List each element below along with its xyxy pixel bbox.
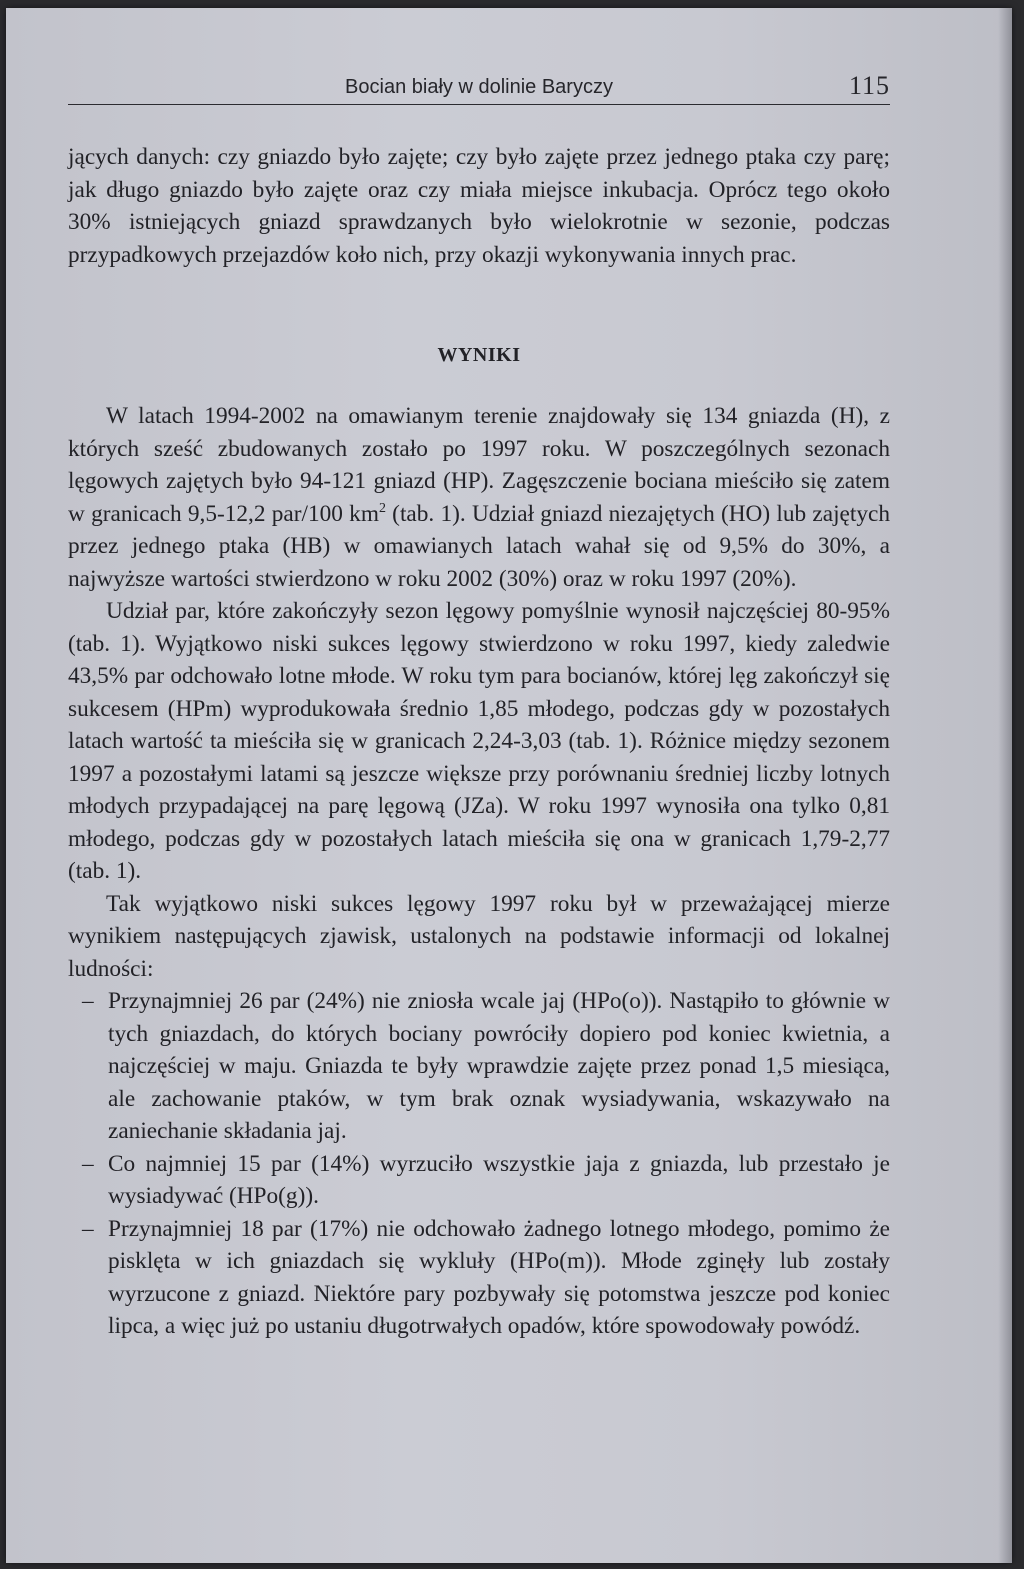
list-item bbox=[68, 1148, 890, 1213]
results-paragraph-1-text: W latach 1994-2002 na omawianym terenie znajdowały się 134 gniazda (H), z których sześć zbudowanych zostało po 1997 roku. W poszczególnych sezonach lęgowych zajętych było 94-121 gniazd (HP). Zagęszczenie bociana mieściło się zatem w granicach 9,5-12,2 par/100 km bbox=[68, 403, 890, 527]
intro-paragraph: jących danych: czy gniazdo było zajęte; czy było zajęte przez jednego ptaka czy parę; jak długo gniazdo było zajęte oraz czy miała miejsce inkubacja. Oprócz tego około 30% istniejących gniazd sprawdzanych było wielokrotnie w sezonie, podczas przypadkowych przejazdów koło nich, przy okazji wykonywania innych prac. bbox=[68, 144, 890, 268]
page-number: 115 bbox=[848, 71, 890, 100]
results-paragraph-1-text-cont: (tab. 1). Udział gniazd niezajętych (HO) lub zajętych przez jednego ptaka (HB) w omawianych latach wahał się od 9,5% do 30%, a najwyższe wartości stwierdzono w roku 2002 (30%) oraz w roku 1997 (20%). bbox=[68, 500, 891, 592]
list-item-text: Przynajmniej 26 par (24%) nie zniosła wcale jaj (HPo(o)). Nastąpiło to głównie w tych gniazdach, do których bociany powróciły dopiero pod koniec kwietnia, a najczęściej w maju. Gniazda te były wprawdzie zajęte przez ponad 1,5 miesiąca, ale zachowanie ptaków, w tym brak oznak wysiadywania, wskazywało na zaniechanie składania jaj. bbox=[108, 988, 890, 1144]
causes-list bbox=[68, 985, 890, 1343]
list-item-text: Co najmniej 15 par (14%) wyrzuciło wszystkie jaja z gniazda, lub przestało je wysiadywać (HPo(g)). bbox=[108, 1150, 890, 1209]
book-page bbox=[6, 8, 1012, 1563]
list-dash: – bbox=[82, 988, 94, 1014]
results-paragraph-2: Udział par, które zakończyły sezon lęgowy pomyślnie wynosił najczęściej 80-95% (tab. 1). Wyjątkowo niski sukces lęgowy stwierdzono w roku 1997, kiedy zaledwie 43,5% par odchowało lotne młode. W roku tym para bocianów, której lęg zakończył się sukcesem (HPm) wyprodukowała średnio 1,85 młodego, podczas gdy w pozostałych latach wartość ta mieściła się w granicach 2,24-3,03 (tab. 1). Różnice między sezonem 1997 a pozostałymi latami są jeszcze większe przy porównaniu średniej liczby lotnych młodych przypadającej na parę lęgową (JZa). W roku 1997 wynosiła ona tylko 0,81 młodego, podczas gdy w pozostałych latach mieściła się ona w granicach 1,79-2,77 (tab. 1). bbox=[68, 598, 890, 884]
list-item bbox=[68, 1213, 890, 1343]
running-head-title: Bocian biały w dolinie Baryczy bbox=[345, 76, 613, 98]
superscript-2: 2 bbox=[378, 500, 386, 516]
results-paragraph-1 bbox=[68, 400, 890, 595]
list-item-text: Przynajmniej 18 par (17%) nie odchowało żadnego lotnego młodego, pomimo że pisklęta w ich gniazdach się wykluły (HPo(m)). Młode zginęły lub zostały wyrzucone z gniazd. Niektóre pary pozbywały się potomstwa jeszcze pod koniec lipca, a więc już po ustaniu długotrwałych opadów, które spowodowały powódź. bbox=[108, 1215, 890, 1339]
section-heading: WYNIKI bbox=[437, 344, 521, 366]
list-item bbox=[68, 985, 890, 1148]
list-dash: – bbox=[82, 1150, 94, 1177]
body-text bbox=[68, 141, 890, 1343]
running-head bbox=[68, 70, 890, 105]
results-paragraph-3: Tak wyjątkowo niski sukces lęgowy 1997 roku był w przeważającej mierze wynikiem następujących zjawisk, ustalonych na podstawie informacji od lokalnej ludności: bbox=[68, 890, 890, 982]
list-dash: – bbox=[82, 1215, 94, 1242]
